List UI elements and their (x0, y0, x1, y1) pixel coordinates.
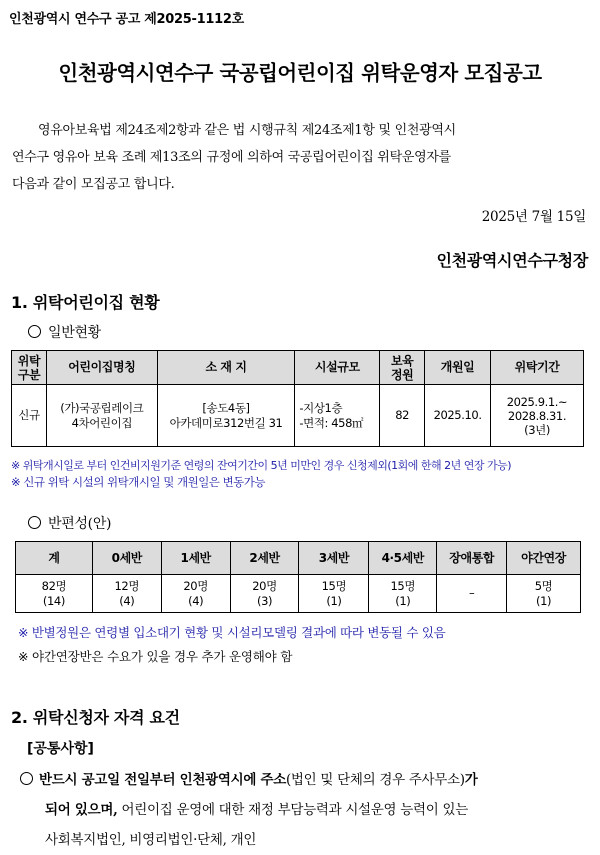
class-number: (1) (395, 593, 411, 608)
class-count: 82명 (41, 578, 67, 593)
requirement-line: 사회복지법인, 비영리법인·단체, 개인 (45, 832, 257, 848)
class-table (15, 541, 581, 613)
class-cell (230, 575, 299, 613)
class-count: 20명 (183, 578, 208, 593)
note-night-class: ※ 야간연장반은 수요가 있을 경우 추가 운영해야 함 (18, 649, 293, 664)
requirement-bold: 반드시 공고일 전일부터 인천광역시에 주소 (39, 772, 286, 788)
class-count: 15명 (321, 578, 347, 593)
header-cell: 계 (16, 542, 93, 575)
notice-date: 2025년 7월 15일 (481, 209, 586, 225)
requirement-text: 어린이집 운영에 대한 재정 부담능력과 시설운영 능력이 있는 (117, 802, 468, 818)
class-number: (4) (119, 593, 135, 608)
class-cell (16, 575, 93, 613)
intro-line: 연수구 영유아 보육 조례 제13조의 규정에 의하여 국공립어린이집 위탁운영자를 (12, 150, 451, 165)
note-date-change: ※ 신규 위탁 시설의 위탁개시일 및 개원일은 변동가능 (11, 475, 266, 489)
issuer: 인천광역시연수구청장 (436, 251, 588, 270)
open-date-cell: 2025.10. (425, 385, 491, 447)
address-cell: [송도4동] 아카데미로312번길 31 (157, 385, 295, 447)
table-row (12, 385, 584, 447)
class-count: 12명 (114, 578, 140, 593)
header-cell: 보육 정원 (380, 351, 425, 385)
scale-cell: -지상1층 -면적: 458㎡ (295, 385, 380, 447)
circle-bullet-icon (28, 516, 41, 529)
requirement-bold: 가 (464, 772, 478, 788)
table-header-row (16, 542, 581, 575)
header-cell: 소 재 지 (157, 351, 295, 385)
requirement-item (20, 765, 588, 855)
common-requirements-label: [공통사항] (27, 741, 94, 757)
header-cell: 4·5세반 (369, 542, 437, 575)
table-row (16, 575, 581, 613)
requirement-bold: 되어 있으며, (45, 802, 118, 818)
circle-bullet-icon (28, 325, 41, 338)
class-cell (507, 575, 581, 613)
header-cell: 3세반 (299, 542, 369, 575)
class-cell (299, 575, 369, 613)
class-number: (14) (42, 593, 65, 608)
period-cell: 2025.9.1.~ 2028.8.31. (3년) (491, 385, 584, 447)
header-cell: 어린이집명칭 (46, 351, 157, 385)
section-heading-1: 1. 위탁어린이집 현황 (11, 293, 160, 312)
class-count: 15명 (390, 578, 416, 593)
class-count: 20명 (252, 578, 277, 593)
class-number: (4) (188, 593, 204, 608)
note-consignment-exclusion: ※ 위탁개시일로 부터 인건비지원기준 연령의 잔여기간이 5년 미만인 경우 신청제외(1회에 한해 2년 연장 가능) (11, 459, 512, 472)
table-header-row (12, 351, 584, 385)
header-cell: 1세반 (161, 542, 230, 575)
note-class-capacity: ※ 반별정원은 연령별 입소대기 현황 및 시설리모델링 결과에 따라 변동될 수 있음 (18, 625, 446, 640)
header-cell: 0세반 (92, 542, 161, 575)
class-plan-label (28, 513, 111, 533)
intro-paragraph (12, 117, 590, 198)
notice-number: 인천광역시 연수구 공고 제2025-1112호 (9, 12, 244, 27)
page-title: 인천광역시연수구 국공립어린이집 위탁운영자 모집공고 (58, 61, 542, 85)
header-cell: 장애통합 (437, 542, 507, 575)
name-cell: (가)국공립레이크 4차어린이집 (46, 385, 157, 447)
type-cell: 신규 (12, 385, 47, 447)
intro-line: 다음과 같이 모집공고 합니다. (12, 177, 175, 192)
class-count: 5명 (534, 578, 553, 593)
capacity-cell: 82 (380, 385, 425, 447)
general-status-label (28, 322, 101, 342)
class-number: (3) (257, 593, 273, 608)
general-status-text: 일반현황 (48, 325, 101, 341)
class-cell (369, 575, 437, 613)
circle-bullet-icon (20, 772, 33, 785)
requirement-line (20, 765, 588, 795)
section-heading-2: 2. 위탁신청자 자격 요건 (11, 708, 180, 727)
class-cell (161, 575, 230, 613)
class-number: (1) (326, 593, 342, 608)
class-cell (437, 575, 507, 613)
header-cell: 야간연장 (507, 542, 581, 575)
facility-table (11, 350, 584, 447)
requirement-line (20, 795, 588, 825)
intro-line: 영유아보육법 제24조제2항과 같은 법 시행규칙 제24조제1항 및 인천광역시 (38, 123, 456, 138)
requirement-text: (법인 및 단체의 경우 주사무소) (285, 772, 465, 788)
class-cell (92, 575, 161, 613)
header-cell: 위탁기간 (491, 351, 584, 385)
header-cell: 시설규모 (295, 351, 380, 385)
header-cell: 2세반 (230, 542, 299, 575)
class-number: (1) (536, 593, 552, 608)
class-count: – (468, 586, 475, 600)
header-cell: 개원일 (425, 351, 491, 385)
class-plan-text: 반편성(안) (48, 516, 112, 532)
header-cell: 위탁 구분 (12, 351, 47, 385)
